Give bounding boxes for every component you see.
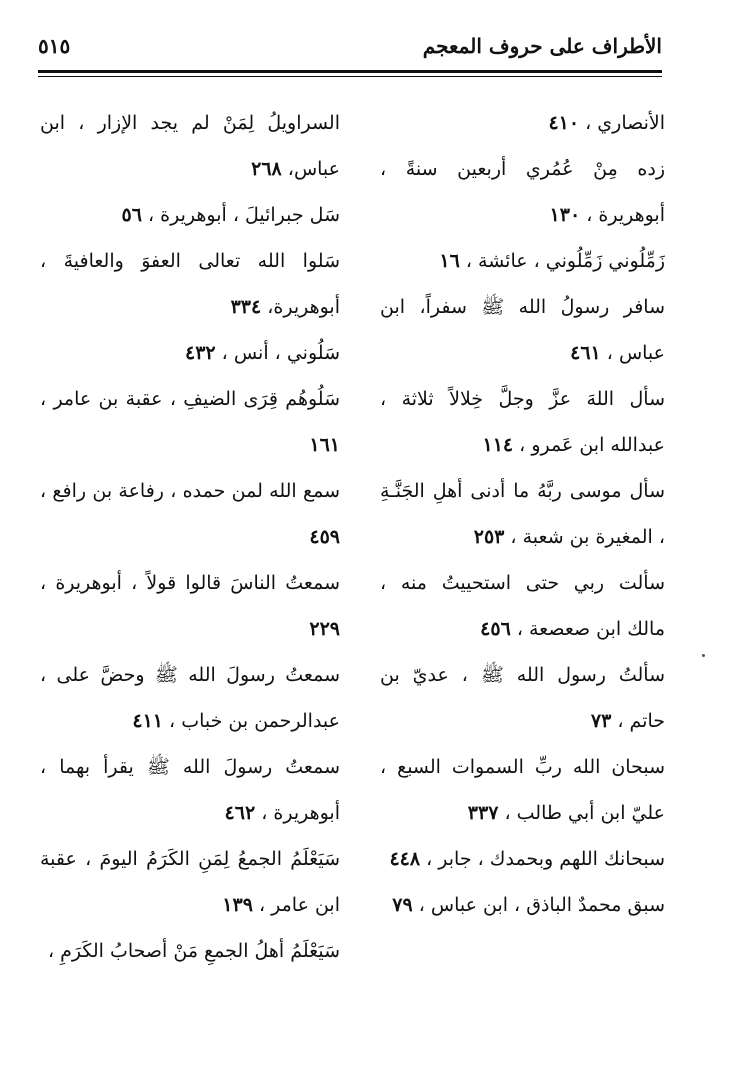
page-reference: ٤٦١ [570,342,601,364]
index-entry: سمعتُ الناسَ قالوا قولاً ، أبوهريرة ، ٢٢٩ [40,572,340,640]
index-entry: سألتُ رسول الله ﷺ ، عديّ بن حاتم ، ٧٣ [380,664,665,732]
page-reference: ١٣٩ [222,894,253,916]
page-reference: ٤٥٩ [309,526,340,548]
index-entry: سمعتُ رسولَ الله ﷺ وحضَّ على ، عبدالرحمن بن خباب ، ٤١١ [40,664,340,732]
index-entry: سَلُوهُم قِرَى الضيفِ ، عقبة بن عامر ، ١٦١ [40,388,340,456]
page-reference: ٤١٠ [548,112,580,134]
page-reference: ٤٤٨ [389,848,421,870]
index-entry: سأل موسى ربَّهُ ما أدنى أهلِ الجَنَّـةِ ، المغيرة بن شعبة ، ٢٥٣ [380,480,665,548]
page-reference: ٥٦ [121,204,142,226]
index-entry: الأنصاري ، ٤١٠ [548,112,665,134]
page-reference: ٣٣٤ [230,296,262,318]
page-reference: ٤٣٢ [185,342,216,364]
index-entry: زَمِّلُوني زَمِّلُوني ، عائشة ، ١٦ [439,250,665,272]
scan-speck [702,654,705,657]
index-entry: سمع الله لمن حمده ، رفاعة بن رافع ، ٤٥٩ [40,480,340,548]
page-reference: ٧٣ [590,710,612,732]
index-entry: سَيَعْلَمُ الجمعُ لِمَنِ الكَرَمُ اليومَ ، عقبة ابن عامر ، ١٣٩ [40,848,340,916]
page-reference: ٣٣٧ [467,802,499,824]
index-entry: سَلوا الله تعالى العفوَ والعافيةَ ، أبوهريرة، ٣٣٤ [40,250,340,318]
index-entry: سبحانك اللهم وبحمدك ، جابر ، ٤٤٨ [389,848,665,870]
page-header [38,30,662,64]
index-entry: سبق محمدٌ الباذق ، ابن عباس ، ٧٩ [392,894,665,916]
index-column-left [40,100,340,974]
running-title: الأطراف على حروف المعجم [422,34,662,58]
index-entry: سَيَعْلَمُ أهلُ الجمعِ مَنْ أصحابُ الكَرَمِ ، [47,940,340,962]
index-entry: زده مِنْ عُمُري أربعين سنةً ، أبوهريرة ، ١٣٠ [380,158,665,226]
page-number: ٥١٥ [38,34,71,58]
page-reference: ٧٩ [392,894,413,916]
header-rule-thick [38,70,662,73]
page-reference: ٢٦٨ [251,158,282,180]
index-entry: سَل جبرائيلَ ، أبوهريرة ، ٥٦ [121,204,340,226]
index-entry: سافر رسولُ الله ﷺ سفراً، ابن عباس ، ٤٦١ [380,296,665,364]
index-entry: سأل اللهَ عزَّ وجلَّ خِلالاً ثلاثة ، عبدالله ابن عَمرو ، ١١٤ [380,388,665,456]
header-rule-thin [38,76,662,77]
page-reference: ٤١١ [132,710,164,732]
page-reference: ٤٥٦ [480,618,511,640]
index-column-right [380,100,665,928]
page-reference: ١٦ [439,250,460,272]
page-reference: ٢٢٩ [309,618,340,640]
page-reference: ١١٤ [482,434,514,456]
index-entry: سألت ربي حتى استحييتُ منه ، مالك ابن صعصعة ، ٤٥٦ [380,572,665,640]
index-entry: سمعتُ رسولَ الله ﷺ يقرأ بهما ، أبوهريرة ، ٤٦٢ [40,756,340,824]
page-reference: ١٦١ [309,434,340,456]
page-reference: ٤٦٢ [224,802,256,824]
index-entry: سَلُوني ، أنس ، ٤٣٢ [185,342,340,364]
page-reference: ٢٥٣ [473,526,505,548]
page-reference: ١٣٠ [549,204,581,226]
index-entry: السراويلُ لِمَنْ لم يجد الإزار ، ابن عباس، ٢٦٨ [40,112,340,180]
index-entry: سبحان الله ربِّ السموات السبع ، عليّ ابن أبي طالب ، ٣٣٧ [380,756,665,824]
